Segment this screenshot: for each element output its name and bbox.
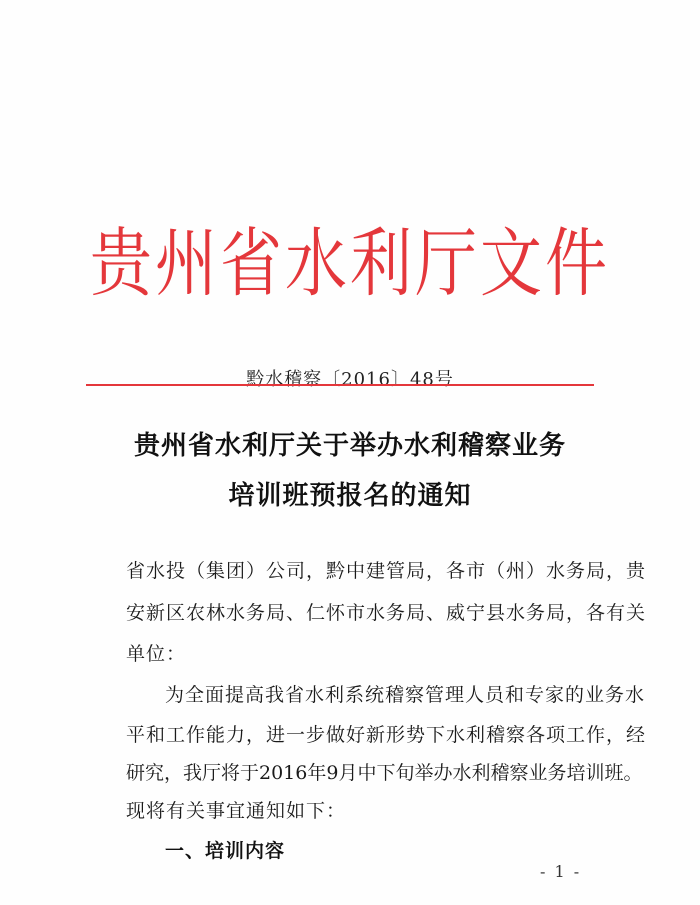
document-number: 黔水稽察〔2016〕48号	[246, 369, 454, 390]
paragraph-line-4: 现将有关事宜通知如下：	[126, 800, 347, 822]
document-masthead: 贵州省水利厅文件	[89, 219, 610, 308]
paragraph-line-3: 研究，我厅将于2016年9月中下旬举办水利稽察业务培训班。	[126, 762, 643, 784]
paragraph-line-1: 为全面提高我省水利系统稽察管理人员和专家的业务水	[165, 684, 646, 706]
page-number: - 1 -	[540, 862, 582, 881]
recipients-line-3: 单位：	[126, 643, 187, 665]
red-divider-line	[86, 384, 594, 386]
paragraph-line-2: 平和工作能力，进一步做好新形势下水利稽察各项工作，经	[126, 724, 647, 746]
notice-title-line-2: 培训班预报名的通知	[228, 481, 472, 511]
section-heading: 一、培训内容	[165, 840, 286, 862]
recipients-line-1: 省水投（集团）公司，黔中建管局，各市（州）水务局，贵	[126, 560, 647, 582]
recipients-line-2: 安新区农林水务局、仁怀市水务局、威宁县水务局，各有关	[126, 602, 647, 624]
notice-title-line-1: 贵州省水利厅关于举办水利稽察业务	[133, 431, 566, 461]
